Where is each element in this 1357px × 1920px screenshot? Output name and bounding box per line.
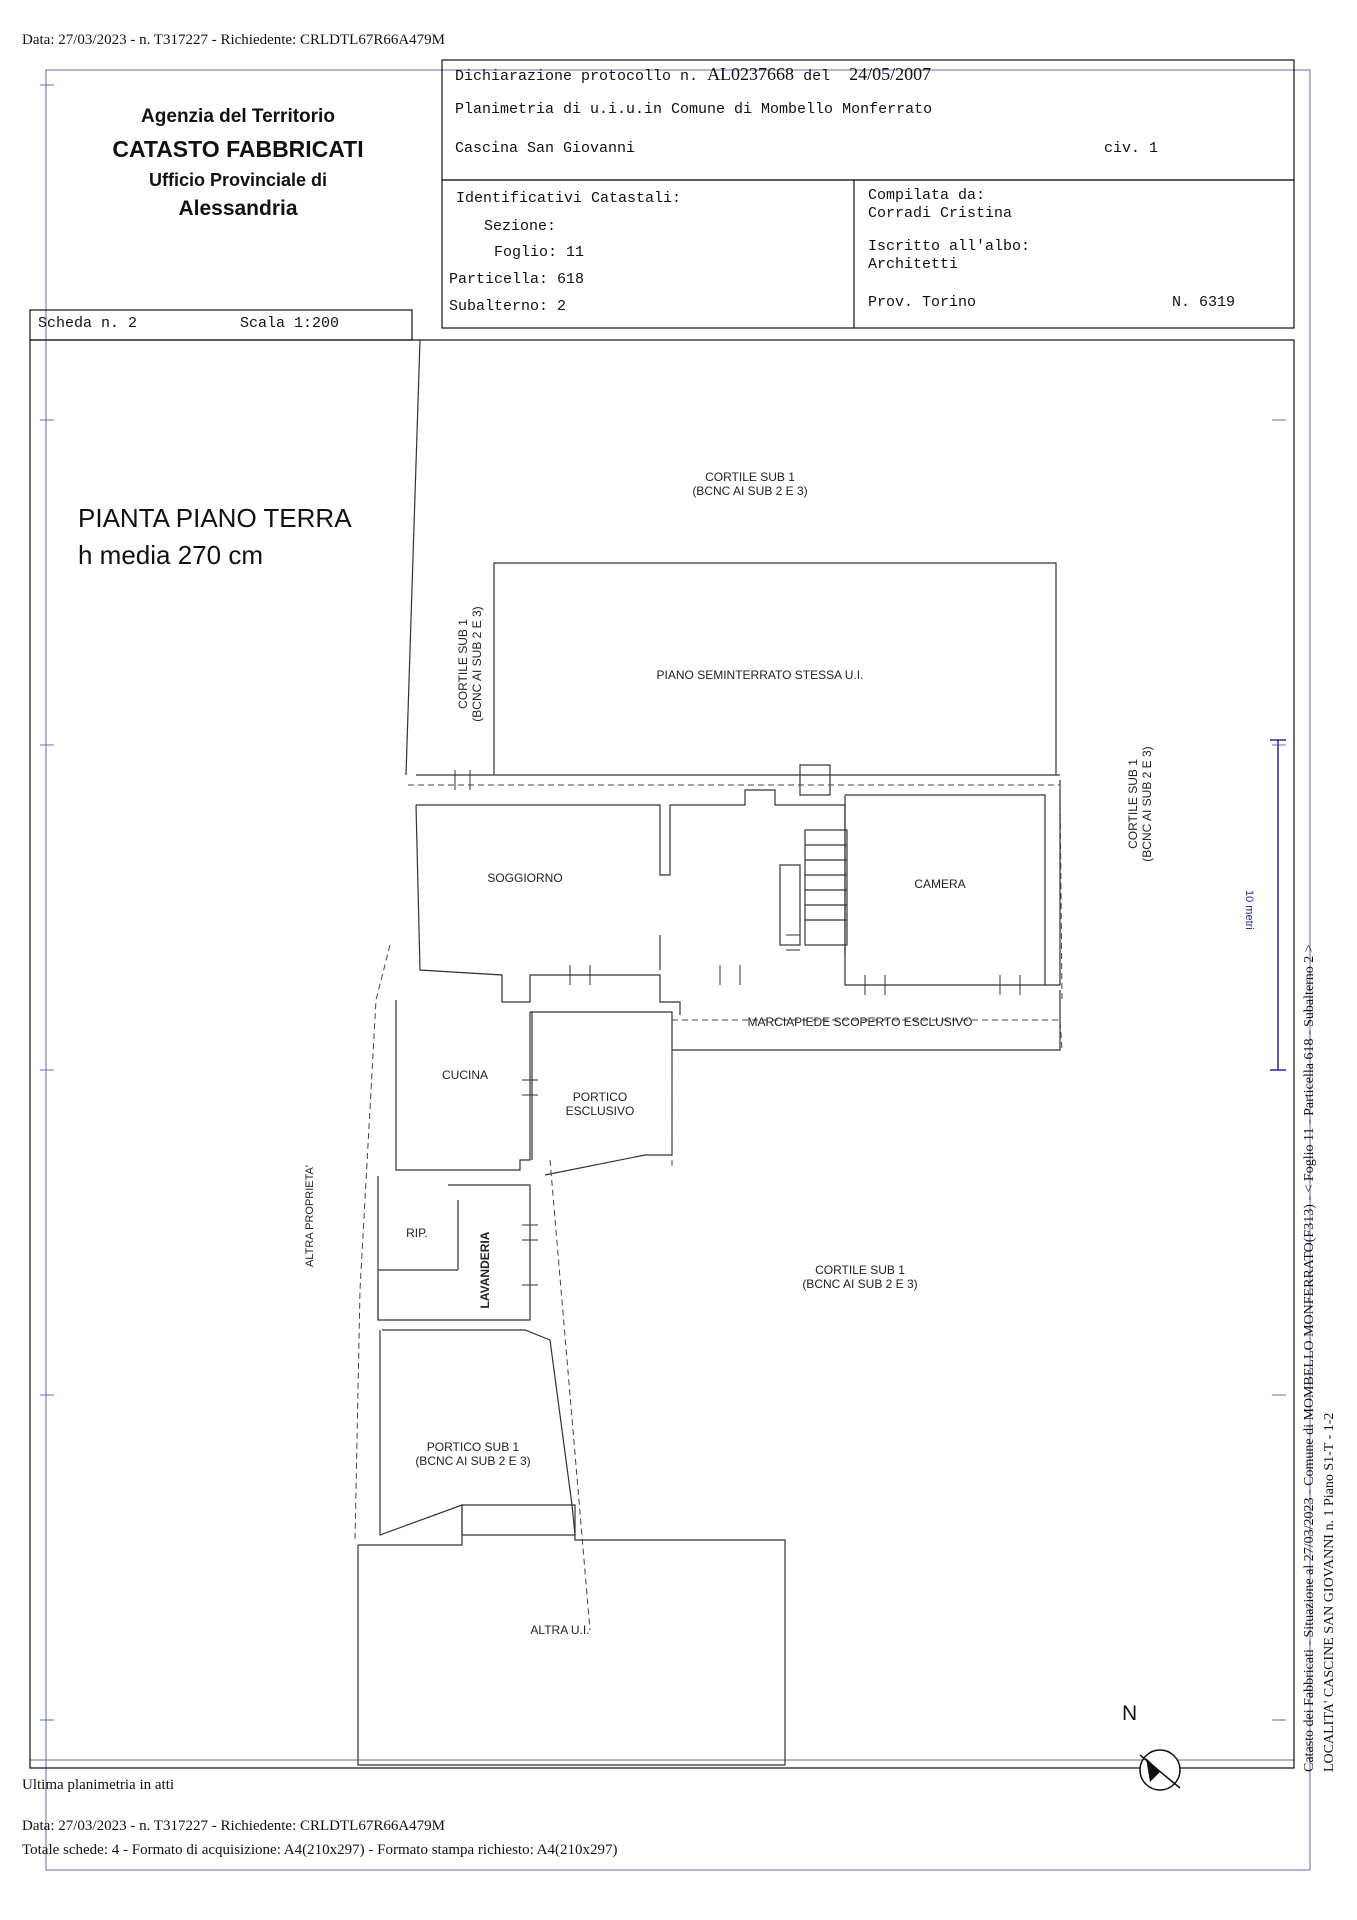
scale-bar-label: 10 metri [1243,890,1255,930]
plan-title: PIANTA PIANO TERRA [78,503,352,533]
room-rip: RIP. [406,1226,428,1240]
altra-proprieta-label: ALTRA PROPRIETA' [304,1165,316,1267]
seminterrato-label: PIANO SEMINTERRATO STESSA U.I. [656,668,864,682]
north-arrow-icon [1140,1750,1180,1790]
north-label: N [1122,1702,1138,1725]
civic-number: civ. 1 [1104,140,1159,157]
catasto-title: CATASTO FABBRICATI [112,136,364,162]
compilata-title: Compilata da: [868,187,986,204]
portico-sub-label: PORTICO SUB 1 (BCNC AI SUB 2 E 3) [415,1440,531,1468]
header-request-line: Data: 27/03/2023 - n. T317227 - Richiedente: CRLDTL67R66A479M [22,32,446,48]
particella-field: Particella: 618 [449,271,585,288]
side-info-line-2: LOCALITA' CASCINE SAN GIOVANNI n. 1 Piano S1-T - 1-2 [1322,1412,1337,1772]
declaration-prefix: Dichiarazione protocollo n. [455,68,699,85]
marciapiede-label: MARCIAPIEDE SCOPERTO ESCLUSIVO [747,1015,973,1029]
room-soggiorno: SOGGIORNO [487,871,563,885]
registration-number: N. 6319 [1172,294,1236,311]
sezione-field: Sezione: [484,218,557,235]
foglio-field: Foglio: 11 [494,244,585,261]
footer-totale: Totale schede: 4 - Formato di acquisizione: A4(210x297) - Formato stampa richiesto: A4(210x297) [22,1842,618,1858]
del-label: del [803,68,831,85]
province-field: Prov. Torino [868,294,977,311]
portico-esclusivo-label: PORTICO ESCLUSIVO [565,1090,635,1118]
declaration-line [455,64,931,85]
cortile-mid-label: CORTILE SUB 1 (BCNC AI SUB 2 E 3) [802,1263,918,1291]
scheda-number: Scheda n. 2 [38,315,138,332]
address-text: Cascina San Giovanni [455,140,636,157]
scale-label: Scala 1:200 [240,315,340,332]
agency-name: Agenzia del Territorio [141,106,335,127]
ufficio-label: Ufficio Provinciale di [148,170,328,190]
ultima-planimetria: Ultima planimetria in atti [22,1777,175,1793]
subalterno-field: Subalterno: 2 [449,298,567,315]
identificativi-title: Identificativi Catastali: [456,190,682,207]
side-info-line-1: Catasto dei Fabbricati - Situazione al 27/03/2023 - Comune di MOMBELLO MONFERRATO(F313) - < Foglio 11 - Particella 618 - Subalterno 2 > [1302,944,1317,1772]
albo-value: Architetti [868,256,959,273]
altra-ui-label: ALTRA U.I. [530,1623,590,1637]
protocol-number: AL0237668 [707,64,795,84]
planimetria-line: Planimetria di u.i.u.in Comune di Mombello Monferrato [455,101,933,118]
cortile-top-label: CORTILE SUB 1 (BCNC AI SUB 2 E 3) [692,470,808,498]
agency-block [88,106,388,221]
declaration-date: 24/05/2007 [849,64,932,84]
cortile-right-label: CORTILE SUB 1 (BCNC AI SUB 2 E 3) [1126,746,1154,862]
footer-request-line: Data: 27/03/2023 - n. T317227 - Richiedente: CRLDTL67R66A479M [22,1818,446,1834]
room-camera: CAMERA [914,877,966,891]
room-cucina: CUCINA [441,1068,488,1082]
province-name: Alessandria [178,197,298,220]
room-lavanderia: LAVANDERIA [478,1231,492,1309]
plan-height: h media 270 cm [78,540,263,570]
iscritto-label: Iscritto all'albo: [868,238,1031,255]
cortile-left-label: CORTILE SUB 1 (BCNC AI SUB 2 E 3) [456,606,484,722]
compilata-name: Corradi Cristina [868,205,1013,222]
